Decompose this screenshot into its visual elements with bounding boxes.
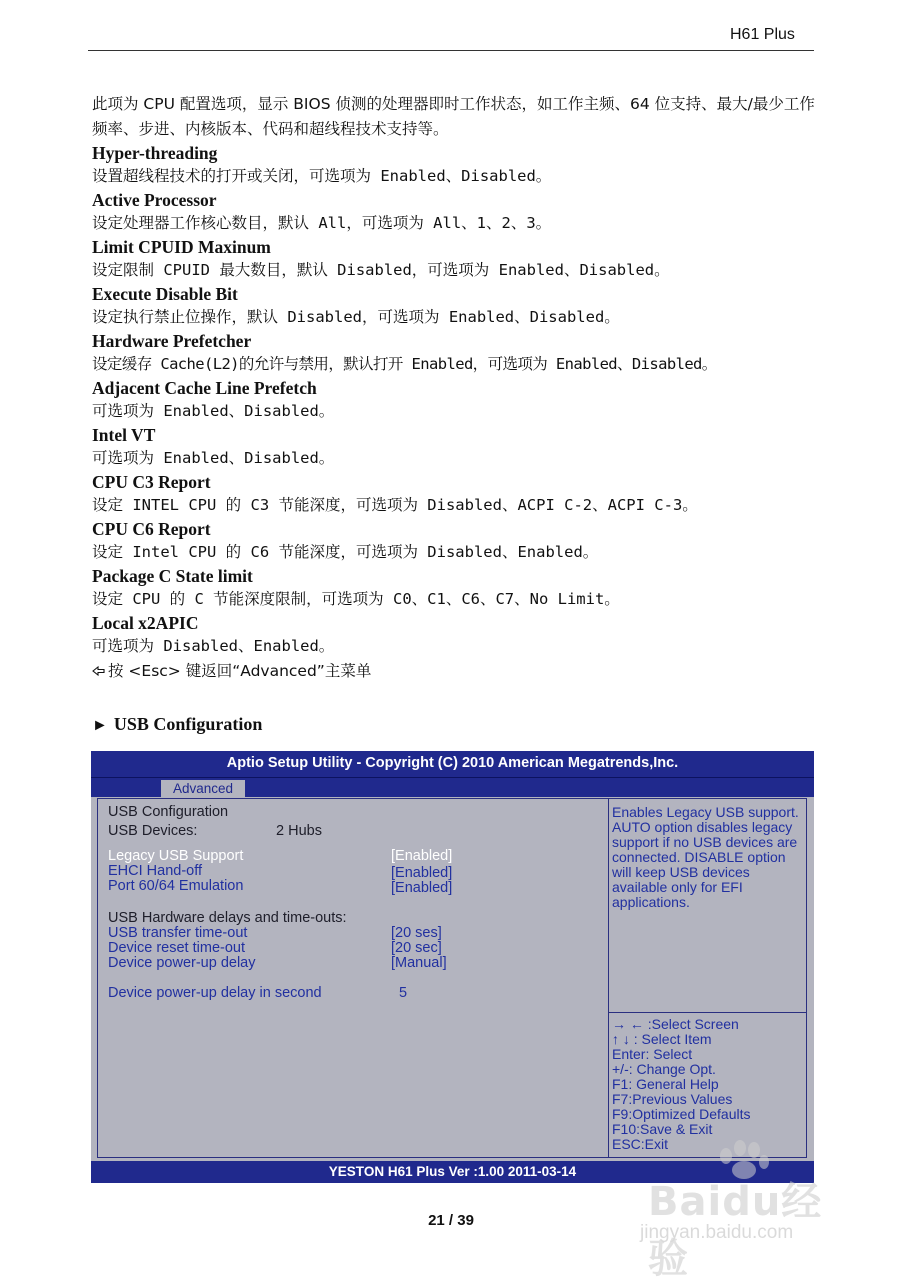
item-desc: 可选项为 Disabled、Enabled。: [92, 637, 335, 655]
item-title: CPU C3 Report: [92, 472, 211, 492]
tab-advanced[interactable]: Advanced: [161, 780, 245, 797]
item-desc: 设定限制 CPUID 最大数目，默认 Disabled，可选项为 Enabled、Disabled。: [92, 261, 670, 279]
item-desc: 设定 Intel CPU 的 C6 节能深度，可选项为 Disabled、Enabled。: [92, 543, 599, 561]
bios-tab-bar: [91, 777, 814, 797]
document-body: [92, 92, 822, 684]
bios-settings-panel: [97, 798, 609, 1158]
key-legend: [612, 1017, 751, 1152]
key-change-opt: +/-: Change Opt.: [612, 1061, 716, 1077]
port-emulation-label[interactable]: Port 60/64 Emulation: [108, 878, 244, 894]
item-title: Hardware Prefetcher: [92, 331, 252, 351]
header-rule: [88, 50, 814, 51]
legacy-usb-support-label[interactable]: Legacy USB Support: [108, 848, 244, 864]
item-title: Active Processor: [92, 190, 217, 210]
back-instruction: [92, 659, 822, 684]
watermark-logo: Baidu经验: [648, 1179, 823, 1282]
page-header-title: H61 Plus: [730, 26, 795, 43]
powerup-delay-second-label[interactable]: Device power-up delay in second: [108, 985, 322, 1001]
item-desc: 设定 CPU 的 C 节能深度限制，可选项为 C0、C1、C6、C7、No Limit。: [92, 590, 620, 608]
bios-help-panel: [608, 798, 807, 1013]
item-title: CPU C6 Report: [92, 519, 211, 539]
device-powerup-delay-value[interactable]: [Manual]: [391, 955, 447, 971]
triangle-bullet-icon: ►: [92, 717, 108, 734]
bios-title-bar: Aptio Setup Utility - Copyright (C) 2010 American Megatrends,Inc.: [91, 751, 814, 777]
device-powerup-delay-label[interactable]: Device power-up delay: [108, 955, 256, 971]
device-reset-timeout-value[interactable]: [20 sec]: [391, 940, 442, 956]
back-instruction-text: 按 <Esc> 键返回“Advanced”主菜单: [108, 662, 372, 680]
delays-heading: USB Hardware delays and time-outs:: [108, 910, 347, 926]
item-title: Package C State limit: [92, 566, 253, 586]
watermark-url: jingyan.baidu.com: [640, 1222, 794, 1243]
bios-section-heading: USB Configuration: [108, 804, 229, 820]
item-title: Adjacent Cache Line Prefetch: [92, 378, 317, 398]
powerup-delay-second-value[interactable]: 5: [399, 985, 408, 1001]
item-title: Intel VT: [92, 425, 156, 445]
item-desc: 设定 INTEL CPU 的 C3 节能深度，可选项为 Disabled、ACPI C-2、ACPI C-3。: [92, 496, 698, 514]
item-desc: 设定处理器工作核心数目，默认 All，可选项为 All、1、2、3。: [92, 214, 552, 232]
legacy-usb-support-value[interactable]: [Enabled]: [391, 848, 453, 864]
ehci-handoff-label[interactable]: EHCI Hand-off: [108, 863, 203, 879]
item-title: Execute Disable Bit: [92, 284, 238, 304]
key-f9: F9:Optimized Defaults: [612, 1106, 751, 1122]
usb-devices-value: 2 Hubs: [276, 823, 322, 839]
section-heading: [92, 714, 262, 735]
key-enter: Enter: Select: [612, 1046, 693, 1062]
item-desc: 设定缓存 Cache(L2)的允许与禁用，默认打开 Enabled，可选项为 Enabled、Disabled。: [92, 355, 717, 373]
usb-devices-label: USB Devices:: [108, 823, 198, 839]
bios-footer-bar: YESTON H61 Plus Ver :1.00 2011-03-14: [91, 1161, 814, 1183]
key-esc: ESC:Exit: [612, 1136, 669, 1152]
bios-screenshot: [91, 751, 814, 1183]
device-reset-timeout-label[interactable]: Device reset time-out: [108, 940, 245, 956]
intro-paragraph: 此项为 CPU 配置选项，显示 BIOS 侦测的处理器即时工作状态，如工作主频、64 位支持、最大/最少工作频率、步进、内核版本、代码和超线程技术支持等。: [92, 95, 815, 138]
item-desc: 可选项为 Enabled、Disabled。: [92, 449, 335, 467]
baidu-watermark: [640, 1140, 850, 1282]
item-desc: 可选项为 Enabled、Disabled。: [92, 402, 335, 420]
pointing-hand-icon: [92, 664, 106, 678]
help-text: Enables Legacy USB support. AUTO option disables legacy support if no USB devices are connected. DISABLE option will keep USB devices available only for EFI applications.: [612, 804, 799, 910]
key-select-item: ↑ ↓ : Select Item: [612, 1031, 712, 1047]
key-f10: F10:Save & Exit: [612, 1121, 713, 1137]
item-title: Local x2APIC: [92, 613, 199, 633]
section-heading-text: USB Configuration: [113, 714, 263, 734]
usb-transfer-timeout-label[interactable]: USB transfer time-out: [108, 925, 248, 941]
port-emulation-value[interactable]: [Enabled]: [391, 880, 453, 896]
ehci-handoff-value[interactable]: [Enabled]: [391, 865, 453, 881]
key-select-screen: → ← :Select Screen: [612, 1016, 739, 1032]
item-title: Hyper-threading: [92, 143, 218, 163]
bios-keys-panel: [608, 1012, 807, 1158]
item-desc: 设定执行禁止位操作，默认 Disabled，可选项为 Enabled、Disabled。: [92, 308, 620, 326]
item-desc: 设置超线程技术的打开或关闭，可选项为 Enabled、Disabled。: [92, 167, 552, 185]
key-f7: F7:Previous Values: [612, 1091, 733, 1107]
key-f1: F1: General Help: [612, 1076, 719, 1092]
item-title: Limit CPUID Maxinum: [92, 237, 271, 257]
page-number: 21 / 39: [428, 1212, 474, 1229]
usb-transfer-timeout-value[interactable]: [20 ses]: [391, 925, 442, 941]
